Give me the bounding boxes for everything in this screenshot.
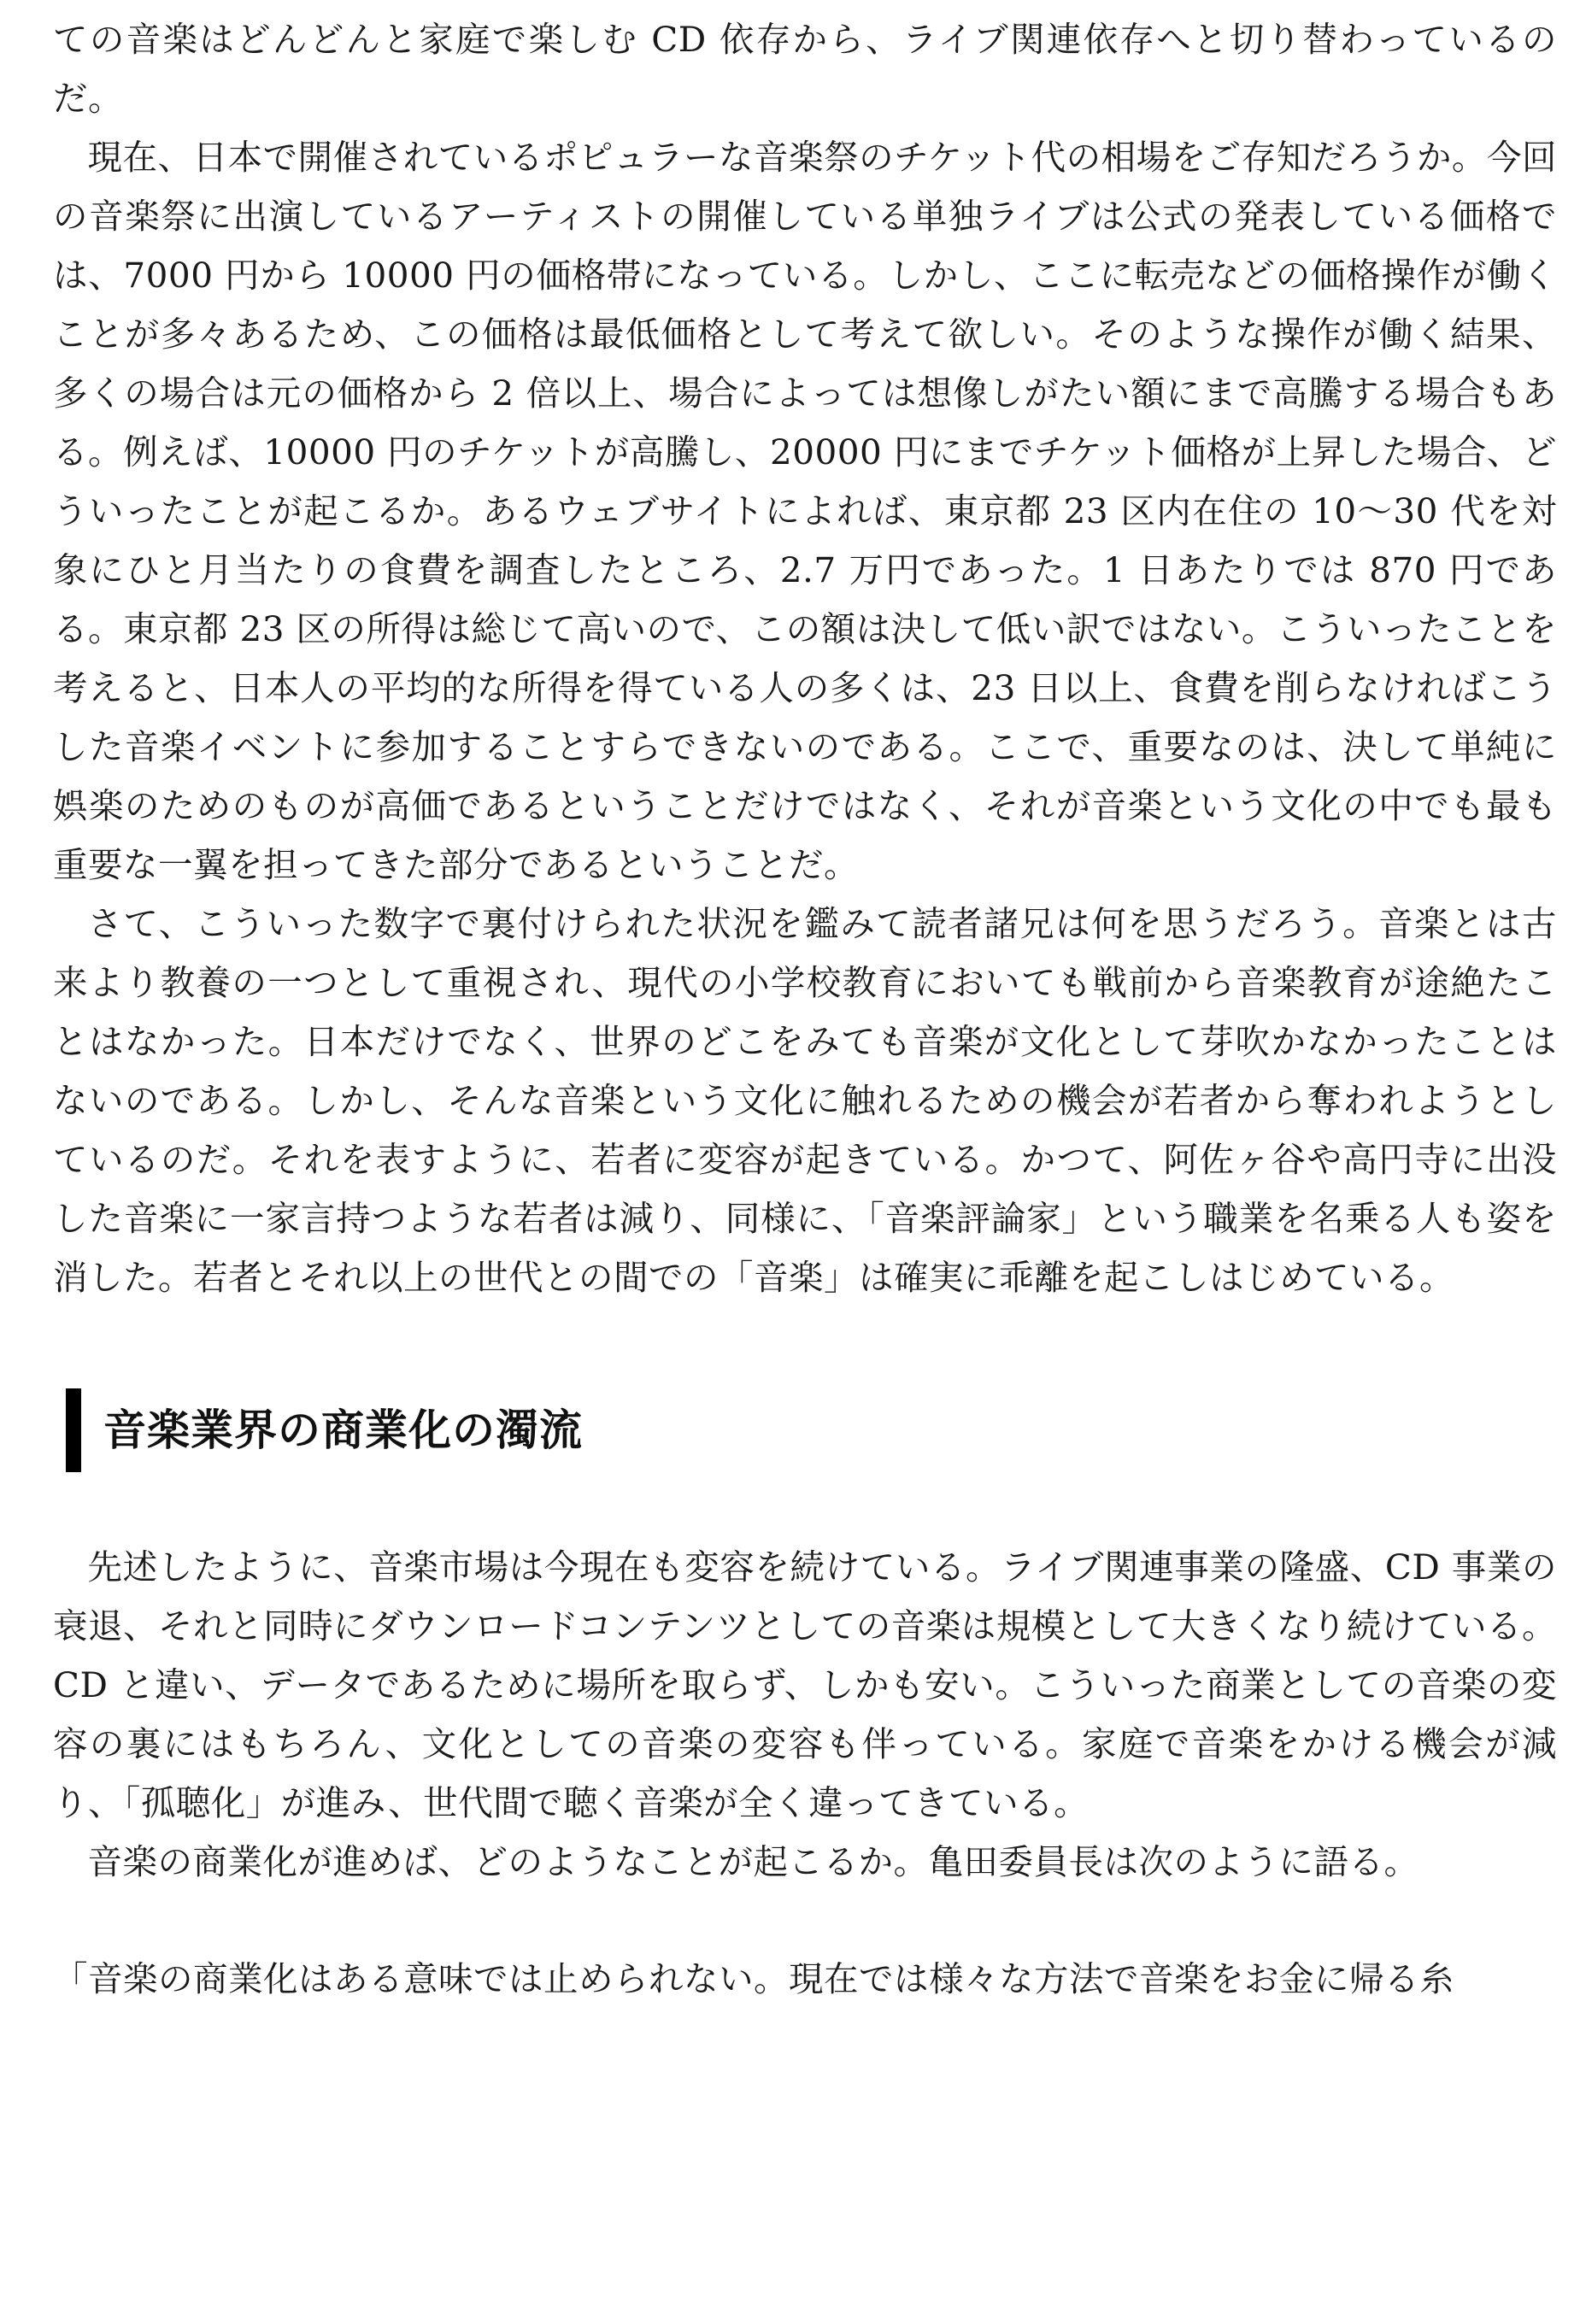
- body-paragraph: 現在、日本で開催されているポピュラーな音楽祭のチケット代の相場をご存知だろうか。今回の音楽祭に出演しているアーティストの開催している単独ライブは公式の発表している価格では、7000 円から 10000 円の価格帯になっている。しかし、ここに転売などの価格操作が働くことが多々あるため、この価格は最低価格として考えて欲しい。そのような操作が働く結果、多くの場合は元の価格から 2 倍以上、場合によっては想像しがたい額にまで高騰する場合もある。例えば、10000 円のチケットが高騰し、20000 円にまでチケット価格が上昇した場合、どういったことが起こるか。あるウェブサイトによれば、東京都 23 区内在住の 10〜30 代を対象にひと月当たりの食費を調査したところ、2.7 万円であった。1 日あたりでは 870 円である。東京都 23 区の所得は総じて高いので、この額は決して低い訳ではない。こういったことを考えると、日本人の平均的な所得を得ている人の多くは、23 日以上、食費を削らなければこうした音楽イベントに参加することすらできないのである。ここで、重要なのは、決して単純に娯楽のためのものが高価であるということだけではなく、それが音楽という文化の中でも最も重要な一翼を担ってきた部分であるということだ。: [53, 137, 1557, 885]
- article-page: [53, 0, 1557, 2009]
- quote-paragraph: 「音楽の商業化はある意味では止められない。現在では様々な方法で音楽をお金に帰る糸: [53, 1958, 1454, 1999]
- heading-marker-bar: [66, 1388, 81, 1472]
- section-heading: [53, 1396, 1557, 1464]
- body-paragraph: 先述したように、音楽市場は今現在も変容を続けている。ライブ関連事業の隆盛、CD 事業の衰退、それと同時にダウンロードコンテンツとしての音楽は規模として大きくなり続けている。CD と違い、データであるために場所を取らず、しかも安い。こういった商業としての音楽の変容の裏にはもちろん、文化としての音楽の変容も伴っている。家庭で音楽をかける機会が減り、「孤聴化」が進み、世代間で聴く音楽が全く違ってきている。: [53, 1546, 1557, 1823]
- body-paragraph: さて、こういった数字で裏付けられた状況を鑑みて読者諸兄は何を思うだろう。音楽とは古来より教養の一つとして重視され、現代の小学校教育においても戦前から音楽教育が途絶たことはなかった。日本だけでなく、世界のどこをみても音楽が文化として芽吹かなかったことはないのである。しかし、そんな音楽という文化に触れるための機会が若者から奪われようとしているのだ。それを表すように、若者に変容が起きている。かつて、阿佐ヶ谷や高円寺に出没した音楽に一家言持つような若者は減り、同様に、「音楽評論家」という職業を名乗る人も姿を消した。若者とそれ以上の世代との間での「音楽」は確実に乖離を起こしはじめている。: [53, 903, 1557, 1298]
- body-paragraph: ての音楽はどんどんと家庭で楽しむ CD 依存から、ライブ関連依存へと切り替わっているのだ。: [53, 19, 1557, 119]
- body-paragraph: 音楽の商業化が進めば、どのようなことが起こるか。亀田委員長は次のように語る。: [87, 1841, 1419, 1882]
- section-heading-text: 音楽業界の商業化の濁流: [103, 1405, 583, 1455]
